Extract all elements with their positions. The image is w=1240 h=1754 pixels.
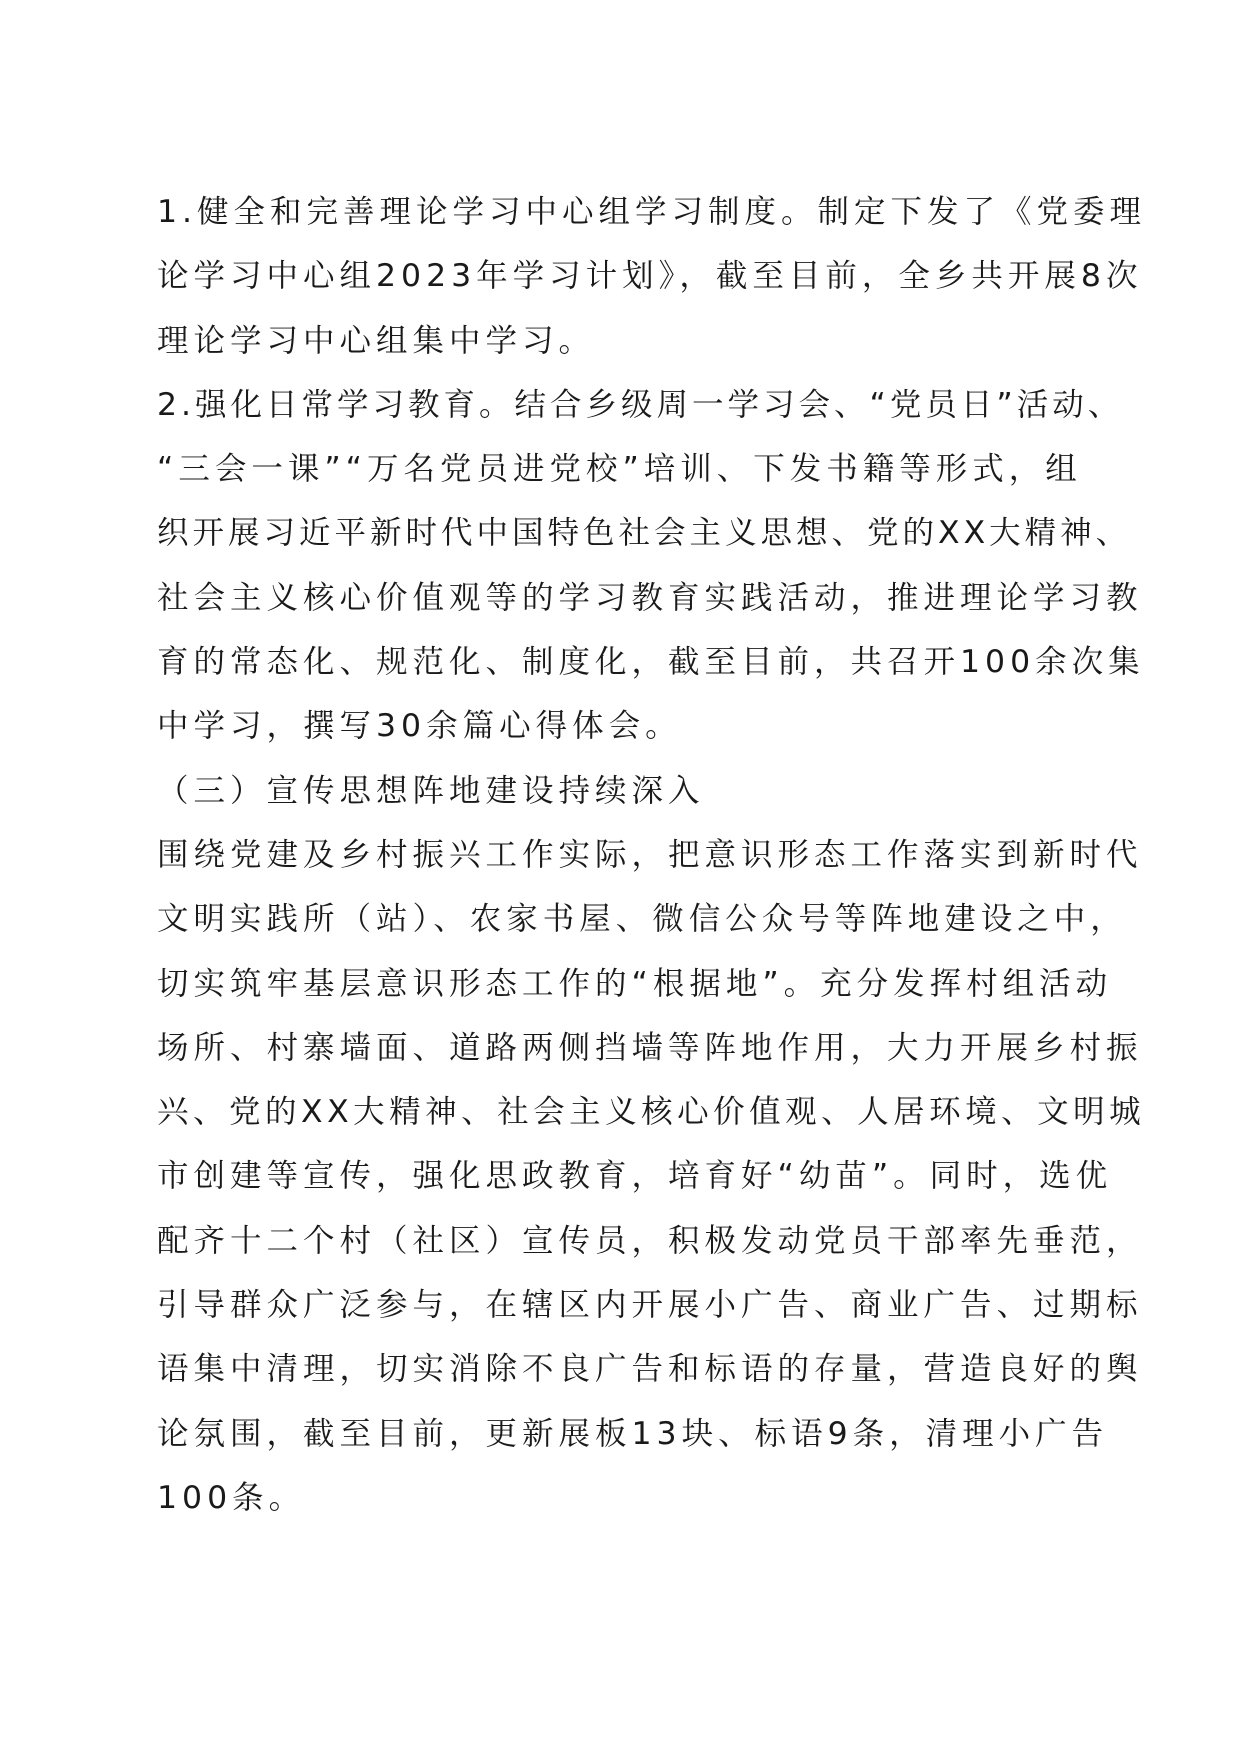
text-line: 文明实践所（站）、农家书屋、微信公众号等阵地建设之中， — [157, 901, 1127, 938]
text-line: 切实筑牢基层意识形态工作的“根据地”。充分发挥村组活动 — [157, 965, 1113, 1002]
text-line: 织开展习近平新时代中国特色社会主义思想、党的XX大精神、 — [157, 515, 1132, 552]
text-line: 中学习，撰写30余篇心得体会。 — [157, 708, 682, 745]
text-line: 配齐十二个村（社区）宣传员，积极发动党员干部率先垂范， — [157, 1222, 1143, 1259]
text-line: 引导群众广泛参与，在辖区内开展小广告、商业广告、过期标 — [157, 1287, 1143, 1324]
section-heading: （三）宣传思想阵地建设持续深入 — [157, 772, 705, 809]
text-line: 场所、村寨墙面、道路两侧挡墙等阵地作用，大力开展乡村振 — [157, 1029, 1143, 1066]
text-line: 论氛围，截至目前，更新展板13块、标语9条，清理小广告 — [157, 1415, 1109, 1452]
text-line: 兴、党的XX大精神、社会主义核心价值观、人居环境、文明城 — [157, 1094, 1146, 1131]
document-body — [157, 180, 1147, 1530]
text-line: 2.强化日常学习教育。结合乡级周一学习会、“党员日”活动、 — [157, 386, 1124, 423]
text-line: 1.健全和完善理论学习中心组学习制度。制定下发了《党委理 — [157, 194, 1147, 230]
text-line: 语集中清理，切实消除不良广告和标语的存量，营造良好的舆 — [157, 1351, 1143, 1388]
text-line: 100条。 — [157, 1479, 306, 1516]
text-line: 理论学习中心组集中学习。 — [157, 322, 596, 359]
text-line: 论学习中心组2023年学习计划》，截至目前，全乡共开展8次 — [157, 258, 1143, 295]
text-line: 社会主义核心价值观等的学习教育实践活动，推进理论学习教 — [157, 579, 1143, 616]
text-line: “三会一课”“万名党员进党校”培训、下发书籍等形式，组 — [157, 451, 1082, 488]
text-line: 围绕党建及乡村振兴工作实际，把意识形态工作落实到新时代 — [157, 836, 1143, 873]
text-line: 育的常态化、规范化、制度化，截至目前，共召开100余次集 — [157, 644, 1145, 681]
text-line: 市创建等宣传，强化思政教育，培育好“幼苗”。同时，选优 — [157, 1158, 1113, 1195]
